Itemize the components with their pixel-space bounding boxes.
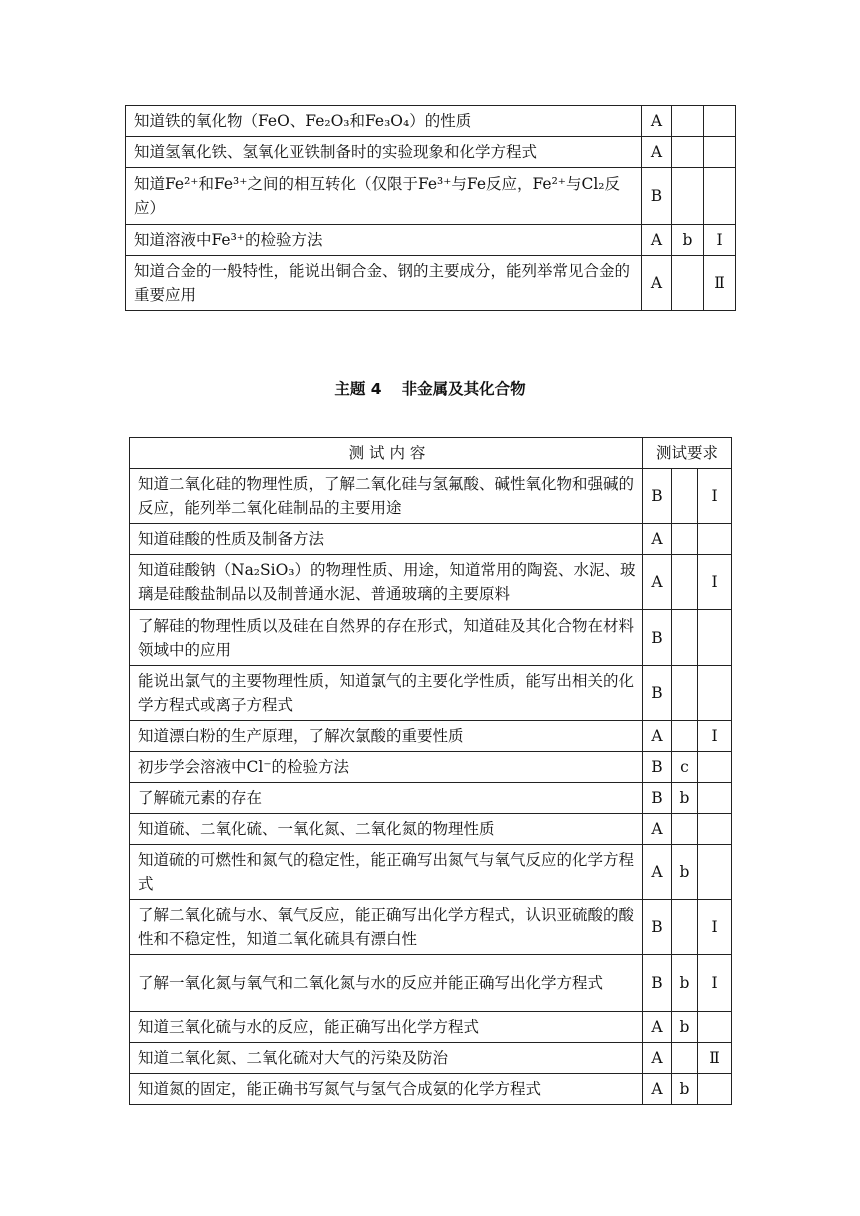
section-name: 非金属及其化合物 [401,380,526,398]
level-b-cell: b [672,955,698,1012]
level-a-cell: B [643,955,672,1012]
level-c-cell [698,783,732,814]
level-b-cell [672,555,698,610]
table-row [126,256,736,311]
level-a-cell: A [642,225,672,256]
level-a-cell: A [643,1074,672,1105]
level-c-cell [698,610,732,666]
level-a-cell: B [642,168,672,225]
level-b-cell [672,1043,698,1074]
content-cell: 知道硫、二氧化硫、一氧化氮、二氧化氮的物理性质 [130,814,643,845]
content-cell: 知道氮的固定，能正确书写氮气与氢气合成氨的化学方程式 [130,1074,643,1105]
content-cell: 知道合金的一般特性，能说出铜合金、钢的主要成分，能列举常见合金的重要应用 [126,256,642,311]
content-cell: 知道硅酸的性质及制备方法 [130,524,643,555]
table-row [130,900,732,955]
iron-topic-table [125,105,736,311]
level-c-cell: Ⅰ [698,555,732,610]
content-cell: 知道硫的可燃性和氮气的稳定性，能正确写出氮气与氧气反应的化学方程式 [130,845,643,900]
level-c-cell [704,137,736,168]
level-b-cell [672,256,704,311]
table-row [130,955,732,1012]
level-b-cell [672,814,698,845]
content-cell: 知道漂白粉的生产原理，了解次氯酸的重要性质 [130,721,643,752]
content-cell: 知道二氧化氮、二氧化硫对大气的污染及防治 [130,1043,643,1074]
level-b-cell [672,168,704,225]
level-c-cell: Ⅰ [698,900,732,955]
level-b-cell [672,137,704,168]
level-b-cell: b [672,1074,698,1105]
content-cell: 知道Fe²⁺和Fe³⁺之间的相互转化（仅限于Fe³⁺与Fe反应，Fe²⁺与Cl₂反应） [126,168,642,225]
content-cell: 能说出氯气的主要物理性质，知道氯气的主要化学性质，能写出相关的化学方程式或离子方程式 [130,666,643,721]
level-c-cell [698,666,732,721]
table-row [130,783,732,814]
level-a-cell: A [643,814,672,845]
table-row [126,225,736,256]
table-row [130,1012,732,1043]
header-requirement-cell: 测试要求 [643,438,732,469]
level-a-cell: A [642,137,672,168]
level-c-cell: Ⅰ [698,469,732,524]
level-c-cell [704,168,736,225]
level-b-cell: b [672,845,698,900]
table-header-row [130,438,732,469]
table-row [130,666,732,721]
level-a-cell: A [642,106,672,137]
level-a-cell: A [643,524,672,555]
table-row [130,610,732,666]
table-row [126,168,736,225]
table-row [130,524,732,555]
table-row [130,845,732,900]
level-b-cell: b [672,1012,698,1043]
content-cell: 了解硫元素的存在 [130,783,643,814]
level-b-cell [672,106,704,137]
level-b-cell [672,721,698,752]
table-row [130,1043,732,1074]
level-a-cell: A [642,256,672,311]
level-c-cell [698,524,732,555]
level-c-cell [698,1074,732,1105]
level-b-cell [672,610,698,666]
section-title [0,377,860,399]
table-row [130,752,732,783]
content-cell: 知道硅酸钠（Na₂SiO₃）的物理性质、用途，知道常用的陶瓷、水泥、玻璃是硅酸盐制品以及制普通水泥、普通玻璃的主要原料 [130,555,643,610]
level-c-cell: Ⅰ [704,225,736,256]
level-a-cell: B [643,783,672,814]
nonmetal-topic-table [129,437,732,1105]
table-row [130,721,732,752]
level-c-cell [698,1012,732,1043]
level-c-cell [698,845,732,900]
content-cell: 知道三氧化硫与水的反应，能正确写出化学方程式 [130,1012,643,1043]
content-cell: 了解二氧化硫与水、氧气反应，能正确写出化学方程式，认识亚硫酸的酸性和不稳定性，知道二氧化硫具有漂白性 [130,900,643,955]
level-a-cell: A [643,845,672,900]
content-cell: 知道铁的氧化物（FeO、Fe₂O₃和Fe₃O₄）的性质 [126,106,642,137]
level-c-cell: Ⅱ [704,256,736,311]
content-cell: 知道二氧化硅的物理性质，了解二氧化硅与氢氟酸、碱性氧化物和强碱的反应，能列举二氧化硅制品的主要用途 [130,469,643,524]
level-b-cell [672,666,698,721]
level-b-cell: b [672,783,698,814]
table-row [126,106,736,137]
level-b-cell [672,524,698,555]
level-c-cell: Ⅱ [698,1043,732,1074]
level-a-cell: A [643,721,672,752]
level-c-cell: Ⅰ [698,721,732,752]
table-row [130,469,732,524]
level-a-cell: B [643,610,672,666]
content-cell: 了解一氧化氮与氧气和二氧化氮与水的反应并能正确写出化学方程式 [130,955,643,1012]
level-a-cell: B [643,666,672,721]
level-a-cell: B [643,752,672,783]
table-row [130,1074,732,1105]
level-c-cell [698,814,732,845]
level-a-cell: A [643,555,672,610]
level-b-cell [672,900,698,955]
level-a-cell: A [643,1043,672,1074]
content-cell: 初步学会溶液中Cl⁻的检验方法 [130,752,643,783]
level-a-cell: A [643,1012,672,1043]
level-c-cell: Ⅰ [698,955,732,1012]
table-row [130,814,732,845]
section-label: 主题 4 [334,380,382,398]
content-cell: 知道溶液中Fe³⁺的检验方法 [126,225,642,256]
header-content-cell: 测 试 内 容 [130,438,643,469]
level-b-cell: c [672,752,698,783]
level-b-cell: b [672,225,704,256]
level-c-cell [704,106,736,137]
table-row [130,555,732,610]
content-cell: 了解硅的物理性质以及硅在自然界的存在形式，知道硅及其化合物在材料领域中的应用 [130,610,643,666]
level-c-cell [698,752,732,783]
upper-table-body [126,106,736,311]
level-a-cell: B [643,900,672,955]
content-cell: 知道氢氧化铁、氢氧化亚铁制备时的实验现象和化学方程式 [126,137,642,168]
level-b-cell [672,469,698,524]
level-a-cell: B [643,469,672,524]
lower-table-body [130,469,732,1105]
table-row [126,137,736,168]
